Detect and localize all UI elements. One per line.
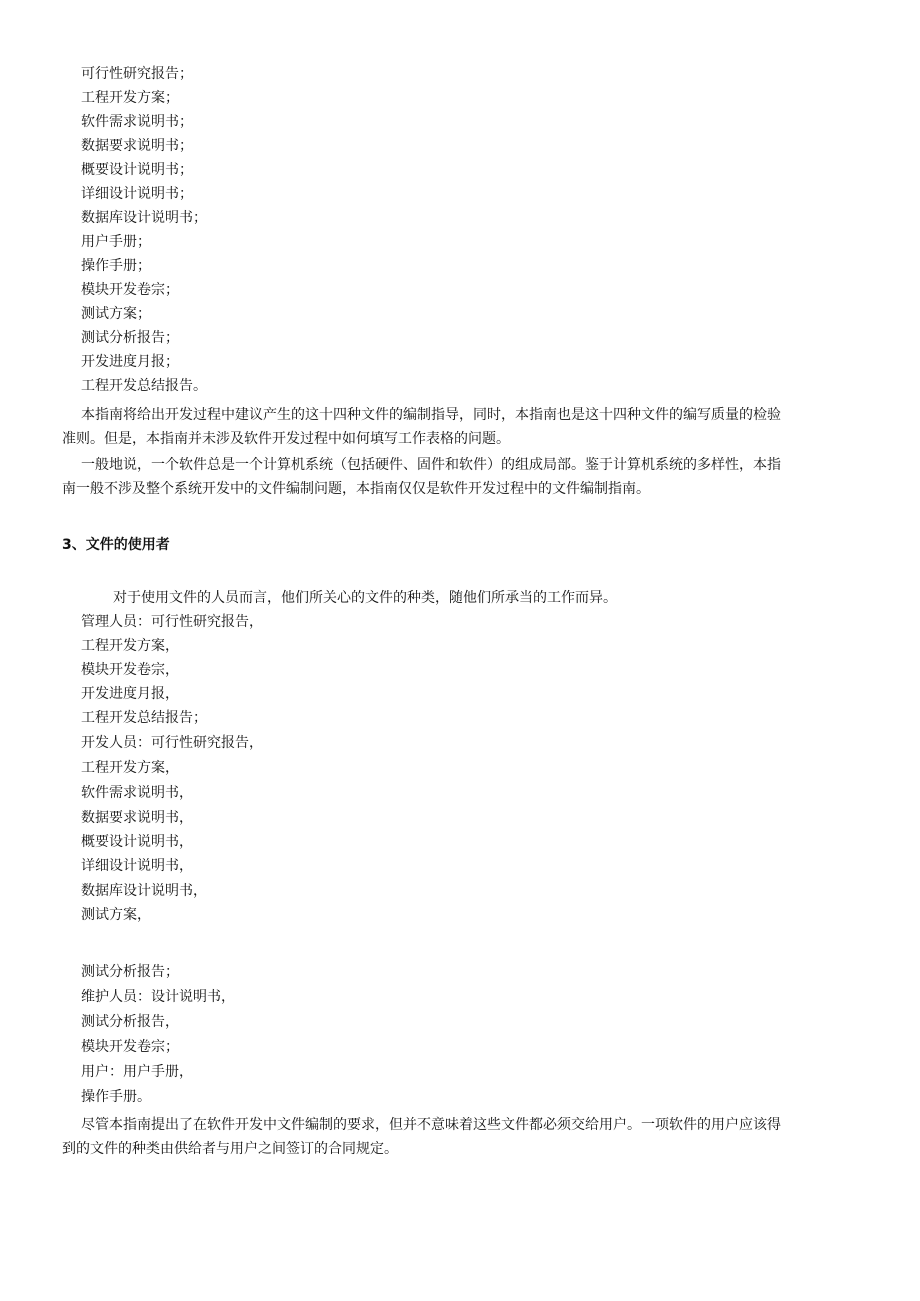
user-doc-line: 开发进度月报， bbox=[81, 686, 179, 702]
user-doc-line: 数据要求说明书， bbox=[81, 810, 193, 826]
paragraph-system-line-1: 一般地说，一个软件总是一个计算机系统（包括硬件、固件和软件）的组成局部。鉴于计算机系统的多样性，本指 bbox=[81, 457, 781, 473]
doc-list-item: 详细设计说明书； bbox=[81, 186, 193, 202]
doc-list-item: 数据库设计说明书； bbox=[81, 210, 207, 226]
user-doc-line: 模块开发卷宗； bbox=[81, 1039, 179, 1055]
doc-list-item: 用户手册； bbox=[81, 234, 151, 250]
user-doc-line: 操作手册。 bbox=[81, 1089, 151, 1105]
paragraph-system-line-2: 南一般不涉及整个系统开发中的文件编制问题，本指南仅仅是软件开发过程中的文件编制指南。 bbox=[62, 481, 650, 497]
doc-list-item: 软件需求说明书； bbox=[81, 114, 193, 130]
user-doc-line: 详细设计说明书， bbox=[81, 858, 193, 874]
user-doc-line: 概要设计说明书， bbox=[81, 834, 193, 850]
section-intro: 对于使用文件的人员而言，他们所关心的文件的种类，随他们所承当的工作而异。 bbox=[113, 590, 617, 606]
user-doc-line: 管理人员：可行性研究报告， bbox=[81, 614, 263, 630]
user-doc-line: 工程开发方案， bbox=[81, 638, 179, 654]
doc-list-item: 开发进度月报； bbox=[81, 354, 179, 370]
closing-paragraph-line-2: 到的文件的种类由供给者与用户之间签订的合同规定。 bbox=[62, 1141, 398, 1157]
user-doc-line: 用户：用户手册， bbox=[81, 1064, 193, 1080]
user-doc-line: 开发人员：可行性研究报告， bbox=[81, 735, 263, 751]
user-doc-line: 数据库设计说明书， bbox=[81, 883, 207, 899]
paragraph-scope-line-1: 本指南将给出开发过程中建议产生的这十四种文件的编制指导，同时，本指南也是这十四种文件的编写质量的检验 bbox=[81, 407, 781, 423]
doc-list-item: 可行性研究报告； bbox=[81, 66, 193, 82]
doc-list-item: 测试分析报告； bbox=[81, 330, 179, 346]
doc-list-item: 操作手册； bbox=[81, 258, 151, 274]
user-doc-line: 测试分析报告； bbox=[81, 964, 179, 980]
doc-list-item: 工程开发方案； bbox=[81, 90, 179, 106]
user-doc-line: 测试方案， bbox=[81, 907, 151, 923]
user-doc-line: 工程开发方案， bbox=[81, 760, 179, 776]
user-doc-line: 模块开发卷宗， bbox=[81, 662, 179, 678]
user-doc-line: 测试分析报告， bbox=[81, 1014, 179, 1030]
paragraph-scope-line-2: 准则。但是，本指南并未涉及软件开发过程中如何填写工作表格的问题。 bbox=[62, 431, 510, 447]
doc-list-item: 工程开发总结报告。 bbox=[81, 378, 207, 394]
doc-list-item: 测试方案； bbox=[81, 306, 151, 322]
user-doc-line: 软件需求说明书， bbox=[81, 785, 193, 801]
user-doc-line: 维护人员：设计说明书， bbox=[81, 989, 235, 1005]
user-doc-line: 工程开发总结报告； bbox=[81, 710, 207, 726]
doc-list-item: 模块开发卷宗； bbox=[81, 282, 179, 298]
doc-list-item: 数据要求说明书； bbox=[81, 138, 193, 154]
closing-paragraph-line-1: 尽管本指南提出了在软件开发中文件编制的要求，但并不意味着这些文件都必须交给用户。一项软件的用户应该得 bbox=[81, 1117, 781, 1133]
doc-list-item: 概要设计说明书； bbox=[81, 162, 193, 178]
section-heading: 3、文件的使用者 bbox=[62, 537, 170, 553]
